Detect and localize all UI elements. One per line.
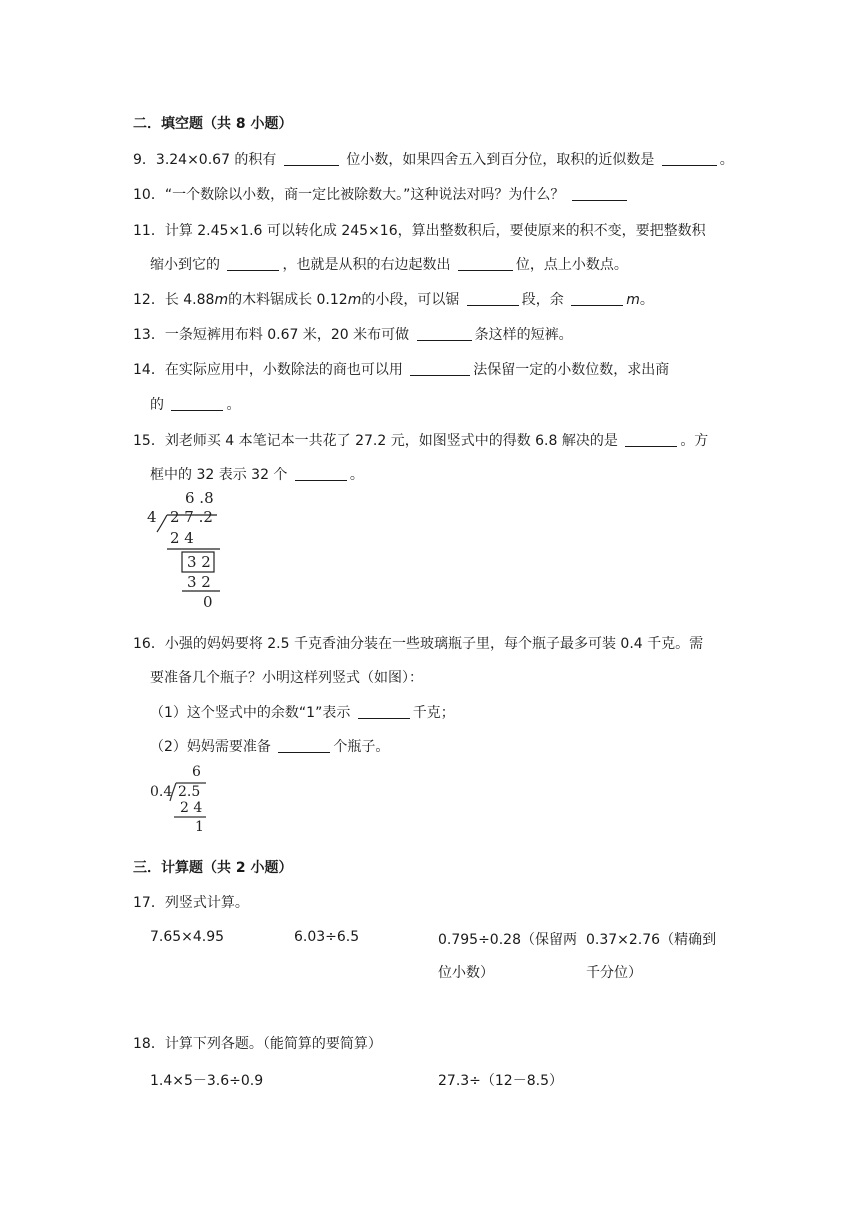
q16-sub1-text-b: 千克；	[412, 705, 455, 721]
q18-item-1: 1.4×5－3.6÷0.9	[150, 1073, 264, 1089]
q9-text-2: 位小数，如果四舍五入到百分位，取积的近似数是	[346, 152, 655, 168]
q15-text-c: 框中的 32 表示 32 个	[150, 467, 288, 483]
ld1-divisor: 4	[147, 508, 157, 526]
question-16-line-2: 要准备几个瓶子？小明这样列竖式（如图）：	[150, 670, 423, 686]
q17-item-3: 0.795÷0.28（保留两	[438, 932, 577, 948]
question-15-line-2	[150, 464, 364, 484]
answer-blank[interactable]	[571, 291, 623, 306]
q12-end: 。	[639, 292, 654, 308]
question-15-line-1	[133, 430, 708, 450]
answer-blank[interactable]	[625, 432, 677, 447]
ld1-row-1: 2 4	[170, 529, 194, 547]
ld2-row-2: 1	[195, 819, 204, 835]
q15-text-b: 。方	[680, 433, 709, 449]
q9-text-1: 9．3.24×0.67 的积有	[133, 152, 277, 168]
q16-sub2-text-b: 个瓶子。	[333, 739, 390, 755]
question-11-line-2	[150, 254, 628, 274]
ld2-quotient: 6	[192, 764, 201, 780]
q14-text-b: 法保留一定的小数位数，求出商	[473, 362, 670, 378]
q15-text-d: 。	[349, 467, 364, 483]
question-18-title: 18．计算下列各题。（能简算的要简算）	[133, 1036, 382, 1052]
q11-text-c: 位，点上小数点。	[515, 257, 628, 273]
q14-text-a: 14．在实际应用中，小数除法的商也可以用	[133, 362, 403, 378]
question-11-line-1: 11．计算 2.45×1.6 可以转化成 245×16，算出整数积后，要使原来的积不变，要把整数积	[133, 223, 706, 239]
question-12	[133, 289, 654, 309]
answer-blank[interactable]	[467, 291, 519, 306]
q12-text-a: 12．长 4.88	[133, 292, 215, 308]
q11-text-a: 缩小到它的	[150, 257, 220, 273]
q13-text-b: 条这样的短裤。	[474, 327, 573, 343]
question-14-line-1	[133, 359, 733, 379]
question-16-sub-2	[150, 736, 389, 756]
ld2-row-1: 2 4	[180, 800, 203, 816]
long-division-figure-1	[145, 488, 225, 613]
answer-blank[interactable]	[284, 151, 339, 166]
section-title-calculation: 三．计算题（共 2 小题）	[133, 860, 293, 876]
section-title-fill-in: 二．填空题（共 8 小题）	[133, 116, 293, 132]
question-16-sub-1	[150, 702, 455, 722]
answer-blank[interactable]	[662, 151, 717, 166]
q14-text-c: 的	[150, 397, 164, 413]
question-17-title: 17．列竖式计算。	[133, 895, 249, 911]
question-9	[133, 149, 734, 169]
q17-item-3-continued: 位小数）	[438, 965, 494, 981]
q12-text-d: 段，余	[521, 292, 564, 308]
unit-m: m	[626, 292, 640, 308]
answer-blank[interactable]	[295, 466, 347, 481]
unit-m: m	[347, 292, 362, 308]
q10-text: 10．“一个数除以小数，商一定比被除数大。”这种说法对吗？为什么？	[133, 187, 565, 203]
q18-item-2: 27.3÷（12－8.5）	[438, 1073, 563, 1089]
ld1-quotient: 6 .8	[185, 489, 214, 507]
q17-item-2: 6.03÷6.5	[294, 929, 360, 945]
q12-text-b: 的木料锯成长 0.12	[228, 292, 348, 308]
q13-text-a: 13．一条短裤用布料 0.67 米，20 米布可做	[133, 327, 410, 343]
q15-text-a: 15．刘老师买 4 本笔记本一共花了 27.2 元，如图竖式中的得数 6.8 解决的是	[133, 433, 618, 449]
ld1-dividend: 2 7 .2	[170, 508, 213, 526]
q16-sub2-text-a: （2）妈妈需要准备	[150, 739, 271, 755]
question-13	[133, 324, 573, 344]
answer-blank[interactable]	[227, 256, 279, 271]
ld2-dividend: 2.5	[178, 784, 201, 800]
q17-item-4-continued: 千分位）	[586, 965, 642, 981]
ld1-row-4: 0	[203, 593, 213, 611]
question-10	[133, 184, 630, 204]
q17-item-4: 0.37×2.76（精确到	[586, 932, 717, 948]
ld1-row-2-boxed: 3 2	[187, 553, 211, 571]
answer-blank[interactable]	[358, 704, 410, 719]
answer-blank[interactable]	[458, 256, 513, 271]
answer-blank[interactable]	[410, 361, 470, 376]
ld2-divisor: 0.4	[150, 784, 173, 800]
long-division-figure-2	[148, 764, 218, 839]
answer-blank[interactable]	[171, 396, 223, 411]
q11-text-b: ，也就是从积的右边起数出	[282, 257, 451, 273]
unit-m: m	[214, 292, 229, 308]
answer-blank[interactable]	[278, 738, 330, 753]
q14-text-d: 。	[226, 397, 241, 413]
question-16-line-1: 16．小强的妈妈要将 2.5 千克香油分装在一些玻璃瓶子里，每个瓶子最多可装 0.4 千克。需	[133, 636, 704, 652]
answer-blank[interactable]	[572, 186, 627, 201]
q12-text-c: 的小段，可以锯	[361, 292, 460, 308]
q17-item-1: 7.65×4.95	[150, 929, 225, 945]
answer-blank[interactable]	[417, 326, 472, 341]
ld1-row-3: 3 2	[187, 573, 211, 591]
q16-sub1-text-a: （1）这个竖式中的余数“1”表示	[150, 705, 351, 721]
q9-text-3: 。	[719, 152, 734, 168]
question-14-line-2	[150, 394, 240, 414]
